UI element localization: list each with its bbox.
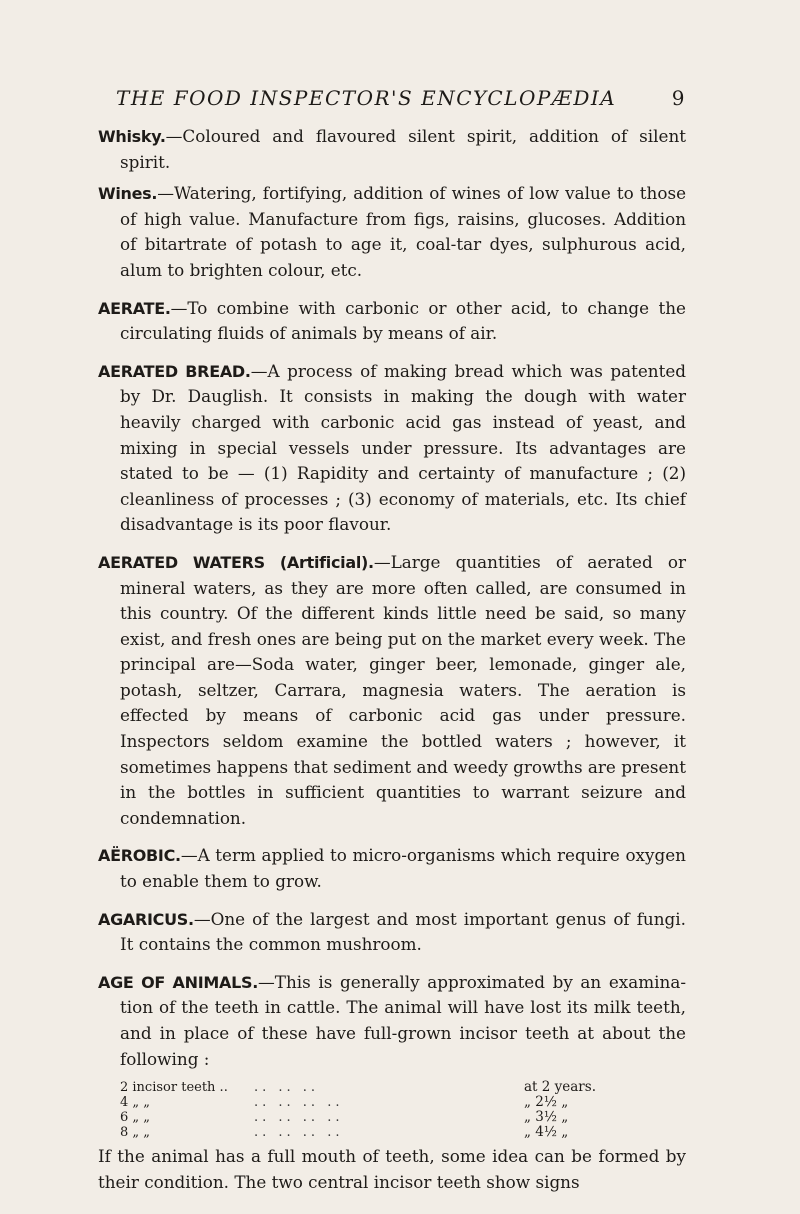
entry-headword: AERATED BREAD. [98, 361, 251, 381]
page-title: THE FOOD INSPECTOR'S ENCYCLOPÆDIA [116, 86, 617, 110]
entry-text: —A process of making bread which was patented by Dr. Dauglish. It consists in making the dough with water heavily charged with carbonic acid gas instead of yeast, and mixing in special vessels under pressure. Its advantages are stated to be — (1) Rapidity and certainty of manufacture ; (2) cleanliness of processes ; (3) economy of materials, etc. Its chief disadvantage is its poor flavour. [120, 360, 686, 535]
table-row [120, 1095, 596, 1110]
entry-headword: AGARICUS. [98, 909, 194, 929]
leader-dots: .. .. .. [254, 1080, 320, 1096]
teeth-cell: 2 incisor teeth .. [120, 1080, 228, 1096]
entry-headword: Whisky. [98, 127, 166, 146]
entry-text: —One of the largest and most important genus of fungi. It contains the common mushroom. [120, 908, 686, 955]
age-cell: „ 4½ „ [524, 1124, 569, 1141]
teeth-cell: 4 „ „ [120, 1095, 151, 1111]
entry-agaricus [98, 907, 686, 958]
encyclopedia-entries [98, 124, 686, 1195]
entry-headword: Wines. [98, 184, 158, 204]
entry-headword: AËROBIC. [98, 846, 181, 866]
leader-dots: .. .. .. .. [254, 1110, 344, 1126]
entry-text: —Large quantities of aerated or mineral waters, as they are more often called, are consumed in this country. Of the different kinds little need be said, so many exist, and fresh ones are being put on the market every week. The principal are—Soda water, ginger beer, lemonade, ginger ale, potash, seltzer, Carrara, magnesia waters. The aeration is effected by means of carbonic acid gas under pressure. Inspectors seldom examine the bottled waters ; however, it sometimes happens that sediment and weedy growths are present in the bottles in sufficient quantities to warrant seizure and condemnation. [120, 551, 686, 828]
table-row [120, 1125, 596, 1140]
entry-text: —A term applied to micro-organisms which require oxygen to enable them to grow. [120, 845, 686, 892]
teeth-cell: 6 „ „ [120, 1110, 151, 1126]
entry-text: —This is generally approximated by an examina-tion of the teeth in cattle. The animal will have lost its milk teeth, and in place of these have full-grown incisor teeth at about the following : [120, 971, 686, 1069]
entry-whisky [98, 124, 686, 175]
entry-headword: AERATED WATERS (Artificial). [98, 552, 374, 572]
table-row [120, 1110, 596, 1125]
leader-dots: .. .. .. .. [254, 1095, 344, 1111]
entry-age-of-animals [98, 970, 686, 1072]
entry-wines [98, 181, 686, 283]
running-head [116, 86, 686, 110]
entry-aerated-waters [98, 550, 686, 832]
entry-text: —Coloured and flavoured silent spirit, addition of silent spirit. [120, 126, 686, 172]
page-number: 9 [671, 86, 686, 110]
entry-aerated-bread [98, 359, 686, 538]
entry-aerate [98, 296, 686, 347]
teeth-cell: 8 „ „ [120, 1125, 151, 1141]
entry-headword: AGE OF ANIMALS. [98, 972, 258, 992]
entry-text: —Watering, fortifying, addition of wines of low value to those of high value. Manufacture from figs, raisins, glucoses. Addition of bitartrate of potash to age it, coal-tar dyes, sulphurous acid, alum to brighten colour, etc. [120, 183, 686, 280]
age-cell: „ 2½ „ [524, 1094, 569, 1111]
age-cell: „ 3½ „ [524, 1109, 569, 1126]
table-row [120, 1080, 596, 1095]
entry-headword: AERATE. [98, 298, 171, 318]
age-cell: at 2 years. [524, 1079, 596, 1096]
teeth-age-table [120, 1080, 596, 1140]
entry-text: —To combine with carbonic or other acid, to change the circulating fluids of animals by means of air. [120, 297, 686, 344]
leader-dots: .. .. .. .. [254, 1125, 344, 1141]
continuation-text: If the animal has a full mouth of teeth, some idea can be formed by their condition. The two central incisor teeth show signs [98, 1146, 686, 1192]
entry-aerobic [98, 843, 686, 894]
